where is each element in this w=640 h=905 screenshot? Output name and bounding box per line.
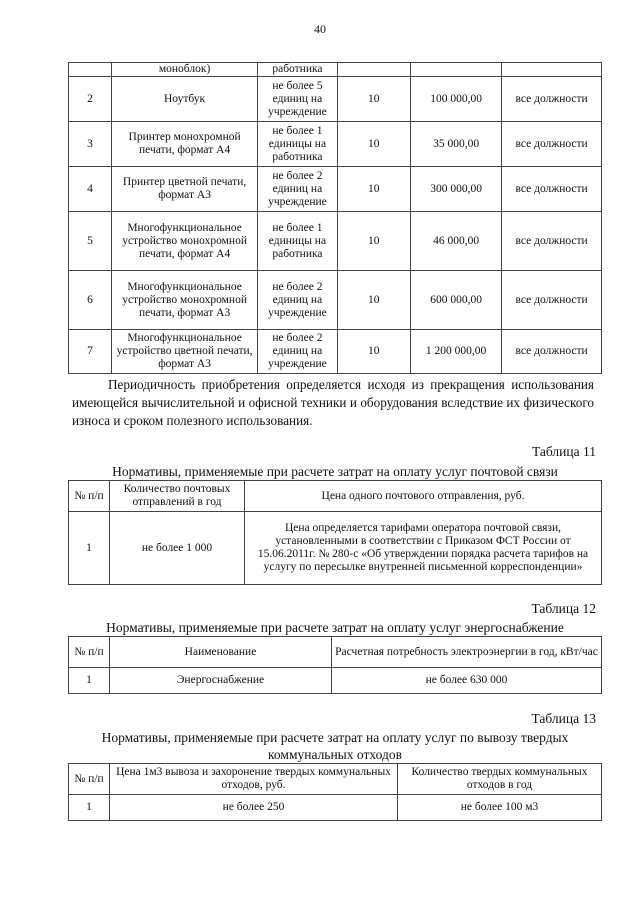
cell-name: Принтер цветной печати, формат А3 [112,167,258,212]
cell-term [337,63,410,77]
cell-price: 46 000,00 [410,212,501,271]
page-number: 40 [314,22,326,36]
body-paragraph: Периодичность приобретения определяется исходя из прекращения использования имеющейся вычислительной и офисной техники и оборудования вследствие их физического износа и сроком полезного использования. [72,377,594,428]
header-value: Расчетная потребность электроэнергии в год, кВт/час [332,637,602,668]
table-row [69,77,602,122]
cell-price: 600 000,00 [410,271,501,330]
cell-price [410,63,501,77]
cell-position: все должности [502,167,602,212]
header-num: № п/п [69,637,110,668]
header-price: Цена 1м3 вывоза и захоронение твердых коммунальных отходов, руб. [110,764,398,795]
cell-price: 300 000,00 [410,167,501,212]
cell-qty: не более 1 единицы на работника [258,212,338,271]
table-row [69,122,602,167]
cell-qty: не более 2 единиц на учреждение [258,167,338,212]
cell-num: 4 [69,167,112,212]
energy-table [68,636,602,694]
cell-term: 10 [337,212,410,271]
cell-qty: не более 1 000 [110,512,245,585]
cell-num: 1 [69,795,110,821]
cell-position [502,63,602,77]
header-qty: Количество твердых коммунальных отходов в год [398,764,602,795]
table-header-row [69,764,602,795]
cell-qty: не более 1 единицы на работника [258,122,338,167]
table11-label: Таблица 11 [532,444,596,459]
cell-position: все должности [502,271,602,330]
cell-price: 1 200 000,00 [410,330,501,374]
cell-num [69,63,112,77]
cell-term: 10 [337,330,410,374]
table-row [69,212,602,271]
header-name: Наименование [110,637,332,668]
cell-qty: не более 2 единиц на учреждение [258,271,338,330]
cell-name: моноблок) [112,63,258,77]
table-row [69,63,602,77]
table-row [69,330,602,374]
cell-qty: не более 100 м3 [398,795,602,821]
cell-term: 10 [337,122,410,167]
table-row [69,167,602,212]
table12-title: Нормативы, применяемые при расчете затрат на оплату услуг энергоснабжение [106,620,564,635]
cell-num: 3 [69,122,112,167]
cell-name: Ноутбук [112,77,258,122]
cell-qty: работника [258,63,338,77]
table-row [69,668,602,694]
cell-position: все должности [502,330,602,374]
cell-term: 10 [337,167,410,212]
cell-num: 5 [69,212,112,271]
cell-price: не более 250 [110,795,398,821]
table13-title: Нормативы, применяемые при расчете затрат на оплату услуг по вывозу твердых коммунальных отходов [101,730,569,762]
table13-label: Таблица 13 [531,711,596,726]
header-num: № п/п [69,764,110,795]
cell-term: 10 [337,271,410,330]
table-row [69,512,602,585]
cell-name: Многофункциональное устройство монохромной печати, формат А3 [112,271,258,330]
table-header-row [69,481,602,512]
cell-num: 1 [69,668,110,694]
equipment-table [68,62,602,374]
cell-name: Энергоснабжение [110,668,332,694]
table11-title: Нормативы, применяемые при расчете затрат на оплату услуг почтовой связи [112,464,558,479]
table-header-row [69,637,602,668]
cell-name: Многофункциональное устройство монохромной печати, формат А4 [112,212,258,271]
cell-qty: не более 5 единиц на учреждение [258,77,338,122]
cell-position: все должности [502,122,602,167]
table12-label: Таблица 12 [531,601,596,616]
cell-price: Цена определяется тарифами оператора почтовой связи, установленными в соответствии с Приказом ФСТ России от 15.06.2011г. № 280-с «Об утверждении порядка расчета тарифов на услугу по пересылке внутренней письменной корреспонденции» [245,512,602,585]
cell-qty: не более 2 единиц на учреждение [258,330,338,374]
header-qty: Количество почтовых отправлений в год [110,481,245,512]
cell-num: 2 [69,77,112,122]
cell-price: 100 000,00 [410,77,501,122]
table-row [69,271,602,330]
table-row [69,795,602,821]
cell-term: 10 [337,77,410,122]
cell-num: 7 [69,330,112,374]
cell-num: 1 [69,512,110,585]
postal-table [68,480,602,585]
cell-position: все должности [502,212,602,271]
cell-position: все должности [502,77,602,122]
cell-price: 35 000,00 [410,122,501,167]
cell-name: Многофункциональное устройство цветной печати, формат А3 [112,330,258,374]
header-price: Цена одного почтового отправления, руб. [245,481,602,512]
header-num: № п/п [69,481,110,512]
cell-num: 6 [69,271,112,330]
cell-value: не более 630 000 [332,668,602,694]
cell-name: Принтер монохромной печати, формат А4 [112,122,258,167]
waste-table [68,763,602,821]
